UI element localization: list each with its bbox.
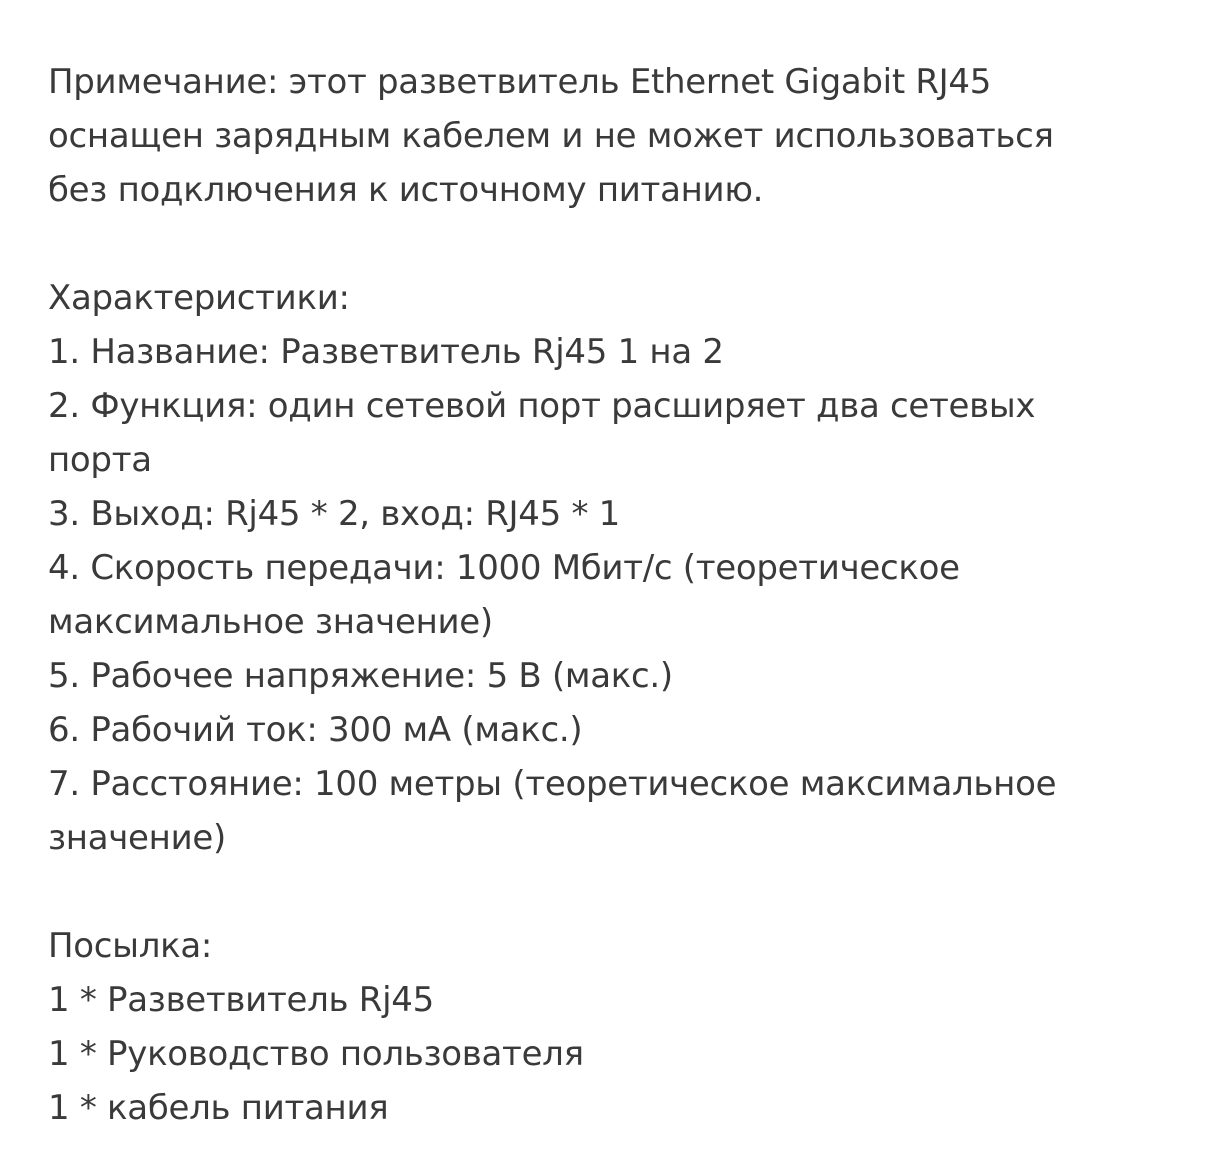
package-item: 1 * Руководство пользователя <box>48 1034 584 1074</box>
spec-line: значение) <box>48 818 226 858</box>
package-section <box>48 919 1220 1135</box>
package-heading: Посылка: <box>48 926 213 966</box>
section-spacer <box>48 217 1220 271</box>
spec-line: 7. Расстояние: 100 метры (теоретическое максимальное <box>48 764 1057 804</box>
specs-heading: Характеристики: <box>48 278 350 318</box>
spec-line: 2. Функция: один сетевой порт расширяет два сетевых <box>48 386 1036 426</box>
note-line-2: оснащен зарядным кабелем и не может использоваться <box>48 116 1054 156</box>
specs-section <box>48 271 1220 865</box>
spec-line: 4. Скорость передачи: 1000 Мбит/с (теоретическое <box>48 548 960 588</box>
package-item: 1 * Разветвитель Rj45 <box>48 980 434 1020</box>
spec-line: 6. Рабочий ток: 300 мА (макс.) <box>48 710 583 750</box>
note-line-1: Примечание: этот разветвитель Ethernet Gigabit RJ45 <box>48 62 992 102</box>
spec-line: 1. Название: Разветвитель Rj45 1 на 2 <box>48 332 724 372</box>
note-section <box>48 55 1220 217</box>
section-spacer <box>48 865 1220 919</box>
spec-line: порта <box>48 440 152 480</box>
spec-line: 3. Выход: Rj45 * 2, вход: RJ45 * 1 <box>48 494 621 534</box>
spec-line: 5. Рабочее напряжение: 5 В (макс.) <box>48 656 673 696</box>
package-item: 1 * кабель питания <box>48 1088 389 1128</box>
spec-line: максимальное значение) <box>48 602 493 642</box>
note-line-3: без подключения к источному питанию. <box>48 170 764 210</box>
